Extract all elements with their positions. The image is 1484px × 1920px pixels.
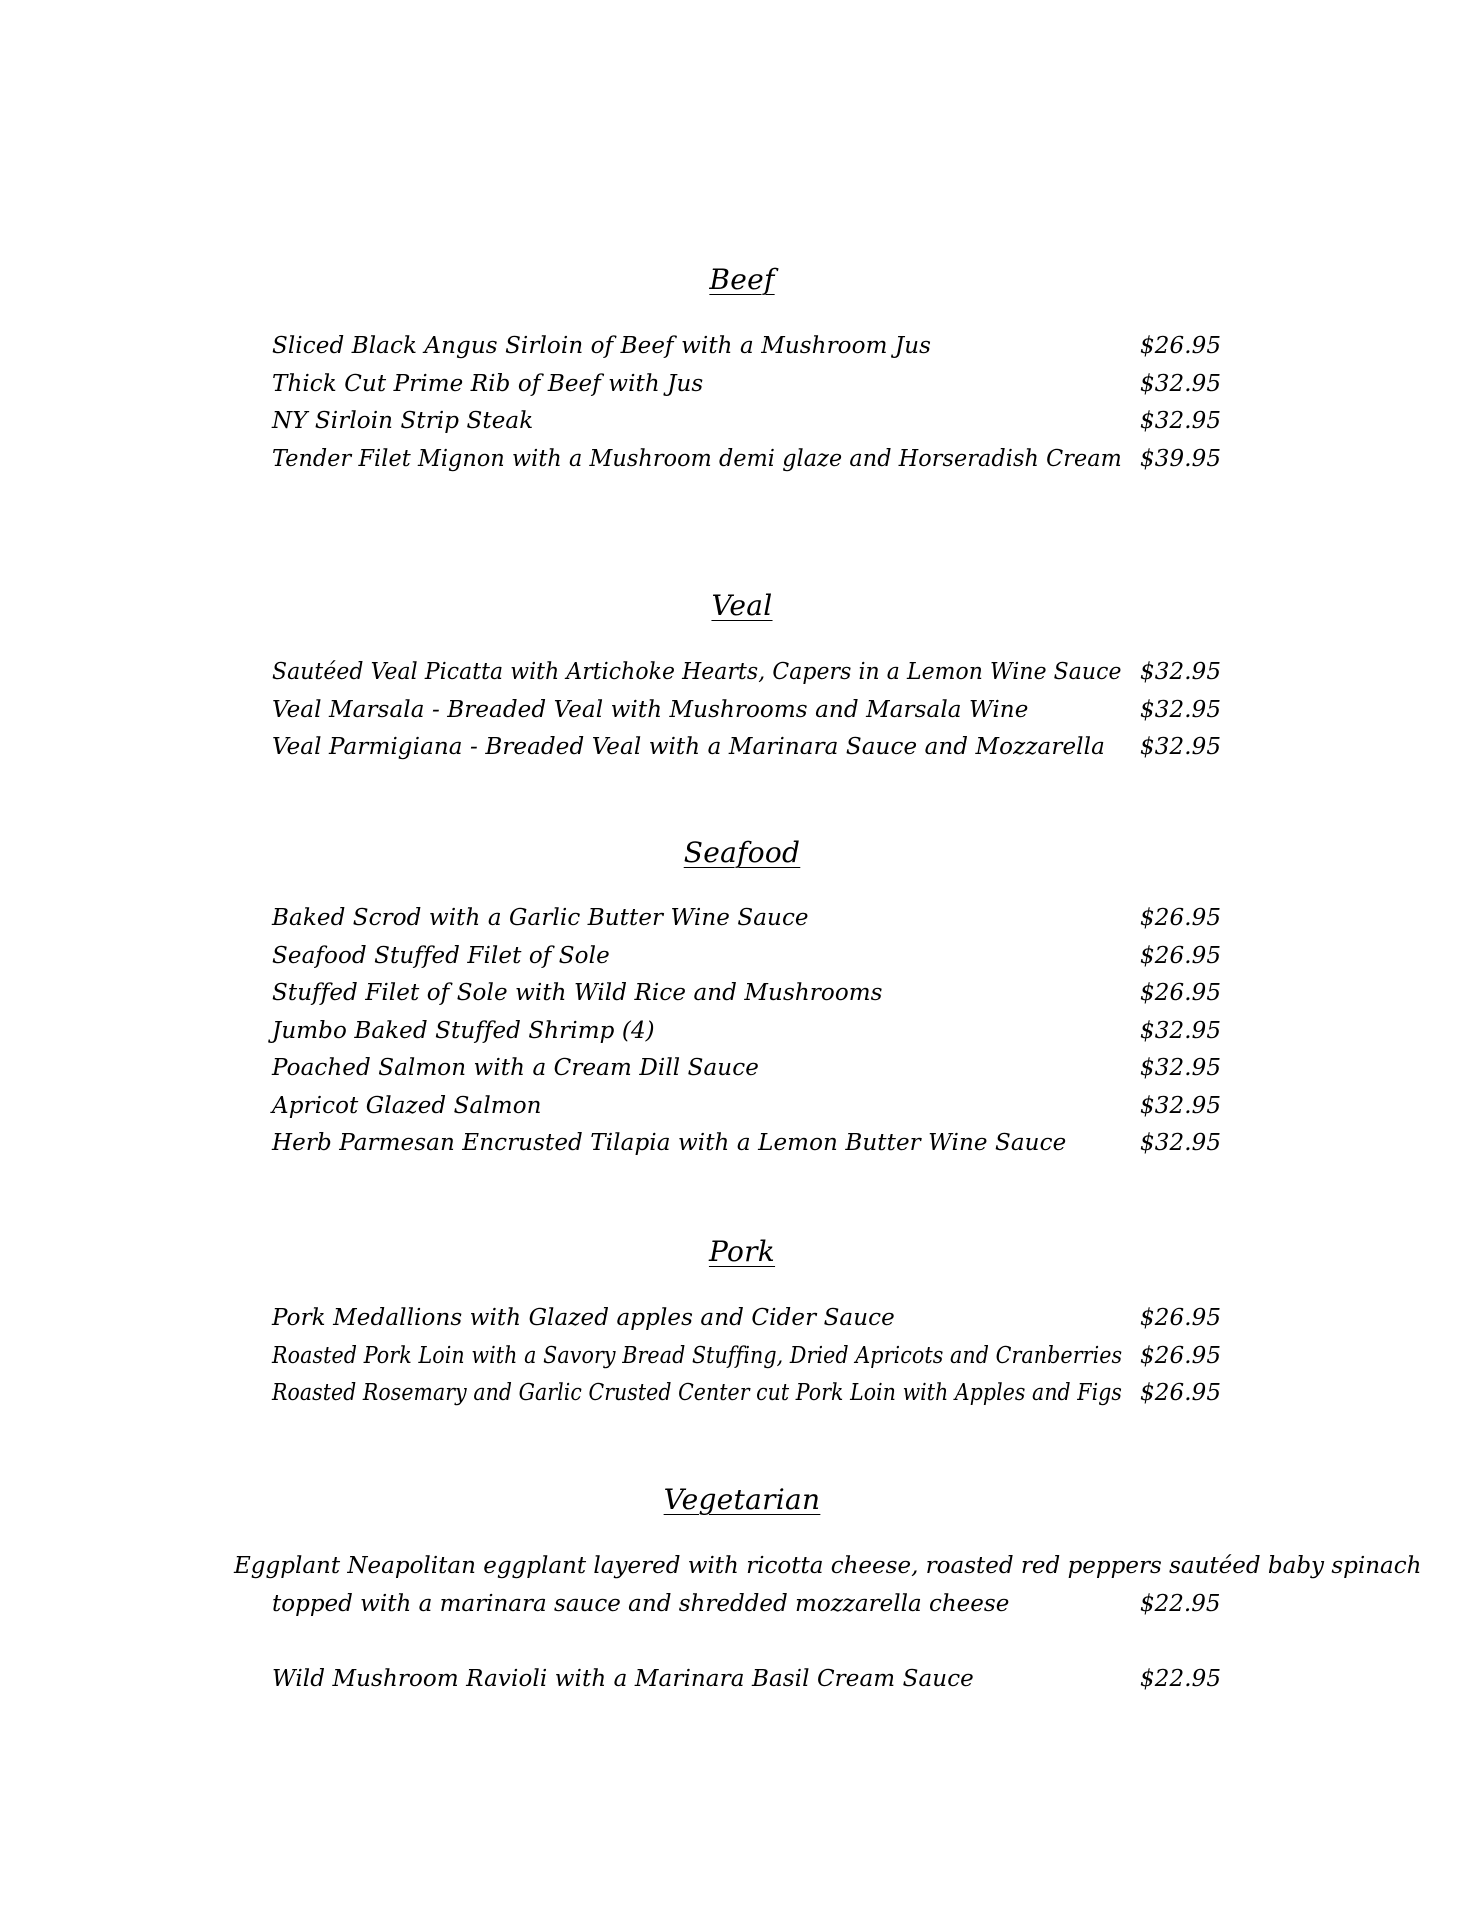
item-price: $26.95 xyxy=(1140,980,1222,1006)
item-name: Pork Medallions with Glazed apples and Cider Sauce xyxy=(272,1305,895,1331)
menu-item xyxy=(272,1125,1222,1163)
item-price: $22.95 xyxy=(1140,1666,1222,1692)
item-price: $26.95 xyxy=(1140,1380,1222,1406)
item-price: $26.95 xyxy=(1140,905,1222,931)
item-description: topped with a marinara sauce and shredded mozzarella cheese xyxy=(272,1590,1010,1617)
menu-item xyxy=(272,654,1222,692)
menu-item xyxy=(272,900,1222,938)
section-title-vegetarian: Vegetarian xyxy=(663,1483,821,1516)
item-name: Apricot Glazed Salmon xyxy=(272,1092,542,1119)
menu-item xyxy=(272,1661,1222,1699)
section-title-veal: Veal xyxy=(711,589,773,622)
item-name: Veal Marsala - Breaded Veal with Mushrooms and Marsala Wine xyxy=(272,696,1029,723)
item-price: $26.95 xyxy=(1140,1305,1222,1331)
item-name: Baked Scrod with a Garlic Butter Wine Sauce xyxy=(272,905,809,931)
item-price: $26.95 xyxy=(1140,1342,1222,1369)
item-price: $32.95 xyxy=(1140,1055,1222,1081)
menu-item xyxy=(272,1300,1222,1338)
menu-item xyxy=(272,692,1222,730)
menu-item xyxy=(272,328,1222,366)
vegetarian-item-list xyxy=(272,1661,1222,1699)
item-name: Sliced Black Angus Sirloin of Beef with a Mushroom Jus xyxy=(272,333,932,359)
item-name: Seafood Stuffed Filet of Sole xyxy=(272,942,610,969)
item-price: $32.95 xyxy=(1140,734,1222,760)
item-name: Herb Parmesan Encrusted Tilapia with a Lemon Butter Wine Sauce xyxy=(272,1130,1067,1156)
menu-item xyxy=(272,1013,1222,1051)
item-price: $26.95 xyxy=(1140,942,1222,969)
menu-item xyxy=(272,1338,1222,1376)
item-price: $32.95 xyxy=(1140,408,1222,434)
menu-item xyxy=(272,938,1222,976)
beef-item-list xyxy=(272,328,1222,478)
section-title-seafood: Seafood xyxy=(683,836,801,869)
menu-item xyxy=(272,1088,1222,1126)
item-name: NY Sirloin Strip Steak xyxy=(272,408,534,434)
item-name: Roasted Rosemary and Garlic Crusted Center cut Pork Loin with Apples and Figs xyxy=(272,1380,1122,1406)
item-name: Roasted Pork Loin with a Savory Bread Stuffing, Dried Apricots and Cranberries xyxy=(272,1342,1123,1369)
item-name: Eggplant Neapolitan eggplant layered with ricotta cheese, roasted red peppers sautéed baby spinach xyxy=(234,1553,1422,1579)
item-price: $26.95 xyxy=(1140,333,1222,359)
menu-item xyxy=(272,729,1222,767)
menu-item xyxy=(272,403,1222,441)
menu-item xyxy=(272,1050,1222,1088)
section-title-pork: Pork xyxy=(708,1235,776,1268)
menu-item xyxy=(272,366,1222,404)
menu-item xyxy=(272,1375,1222,1413)
item-price: $32.95 xyxy=(1140,1092,1222,1119)
item-name: Stuffed Filet of Sole with Wild Rice and Mushrooms xyxy=(272,980,883,1006)
item-name: Tender Filet Mignon with a Mushroom demi glaze and Horseradish Cream xyxy=(272,445,1122,472)
menu-item xyxy=(272,441,1222,479)
item-price: $39.95 xyxy=(1140,445,1222,472)
section-title-beef: Beef xyxy=(709,263,775,296)
item-name: Jumbo Baked Stuffed Shrimp (4) xyxy=(272,1017,655,1044)
menu-item xyxy=(272,975,1222,1013)
veal-item-list xyxy=(272,654,1222,767)
seafood-item-list xyxy=(272,900,1222,1163)
pork-item-list xyxy=(272,1300,1222,1413)
item-price: $32.95 xyxy=(1140,659,1222,685)
item-price: $32.95 xyxy=(1140,1130,1222,1156)
item-name: Sautéed Veal Picatta with Artichoke Hearts, Capers in a Lemon Wine Sauce xyxy=(272,659,1122,685)
item-name: Veal Parmigiana - Breaded Veal with a Marinara Sauce and Mozzarella xyxy=(272,734,1105,760)
item-price: $22.95 xyxy=(1140,1590,1221,1617)
item-price: $32.95 xyxy=(1140,696,1222,723)
item-name: Wild Mushroom Ravioli with a Marinara Basil Cream Sauce xyxy=(272,1666,974,1692)
item-name: Thick Cut Prime Rib of Beef with Jus xyxy=(272,370,704,397)
item-name: Poached Salmon with a Cream Dill Sauce xyxy=(272,1055,759,1081)
item-price: $32.95 xyxy=(1140,370,1222,397)
item-price: $32.95 xyxy=(1140,1017,1222,1044)
